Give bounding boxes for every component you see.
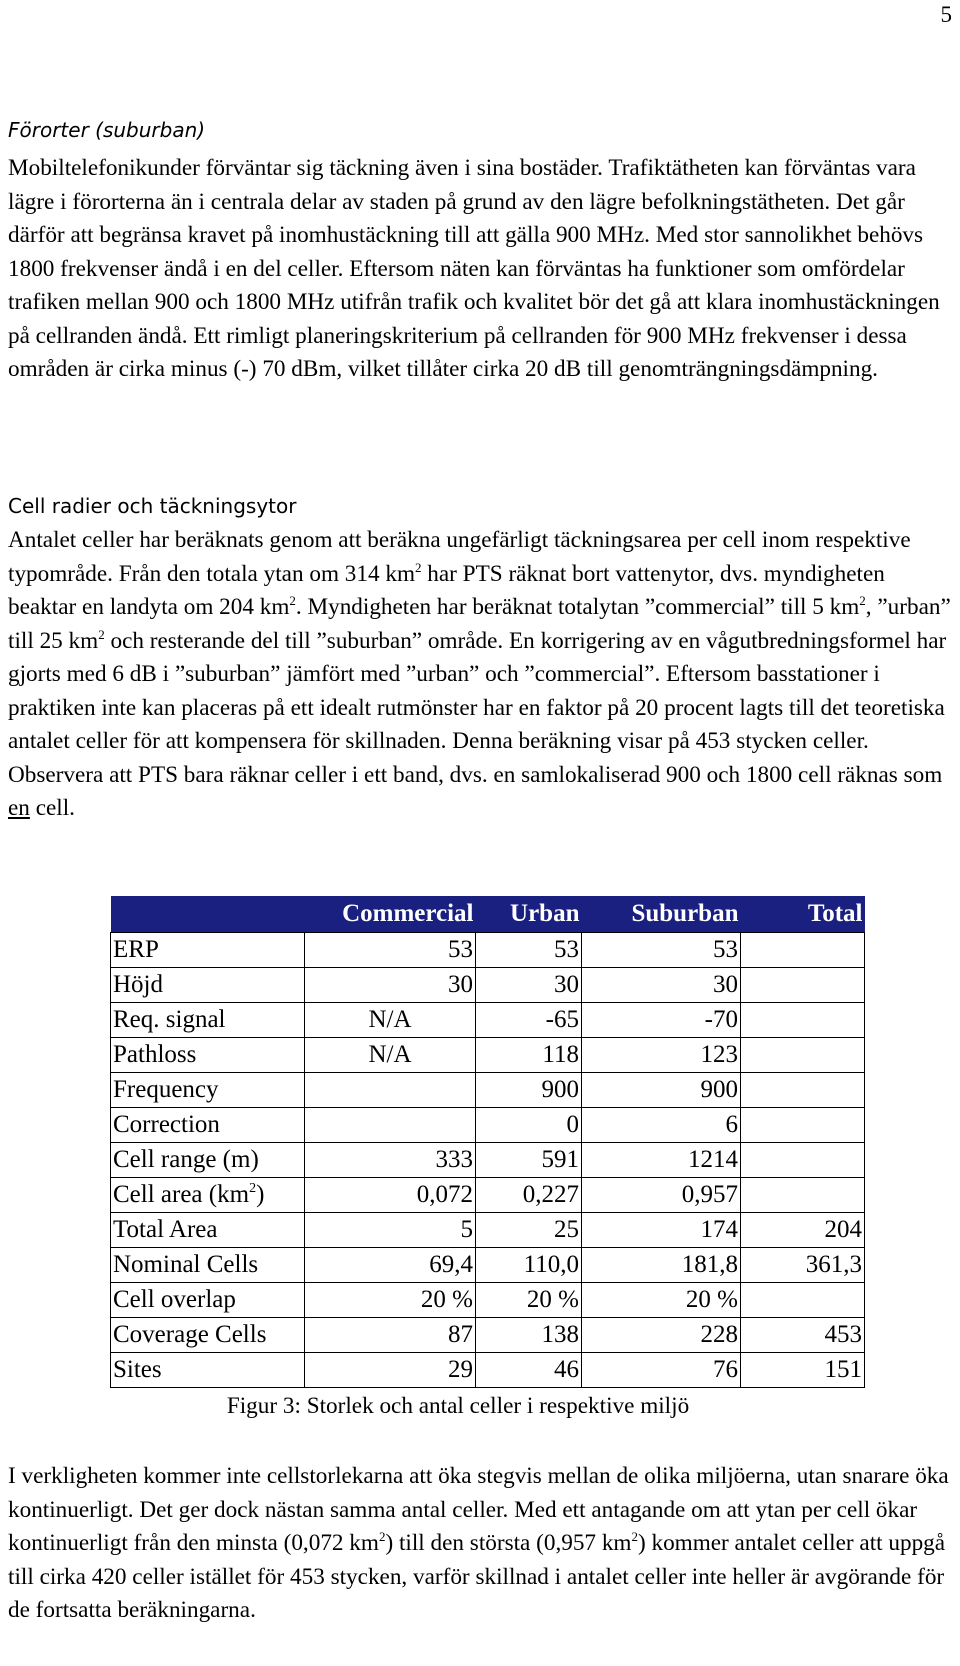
table-cell: Cell overlap — [111, 1282, 305, 1317]
table-cell: 30 — [305, 967, 476, 1002]
table-header-cell: Suburban — [582, 896, 741, 932]
table-cell: N/A — [305, 1002, 476, 1037]
section-heading-cell-radius: Cell radier och täckningsytor — [8, 494, 297, 518]
paragraph-cell-radius: Antalet celler har beräknats genom att beräkna ungefärligt täckningsarea per cell inom respektive typområde. Från den totala ytan om 314 $km^2$ har PTS räknat bort vattenytor, dvs. myndigheten beaktar en landyta om 204 $km^2$. Myndigheten har beräknat totalytan ”commercial” till 5 $km^2$, ”urban” till 25 $km^2$ och resterande del till ”suburban” område. En korrigering av en vågutbredningsformel har gjorts med 6 dB i ”suburban” jämfört med ”urban” och ”commercial”. Eftersom basstationer i praktiken inte kan placeras på ett idealt rutmönster har en faktor på 20 procent lagts till det teoretiska antalet celler för att kompensera för skillnaden. Denna beräkning visar på 453 stycken celler. Observera att PTS bara räknar celler i ett band, dvs. en samlokaliserad 900 och 1800 cell räknas som en cell. — [8, 527, 951, 821]
table-cell: Cell range (m) — [111, 1142, 305, 1177]
table-cell: -70 — [582, 1002, 741, 1037]
table-cell: 181,8 — [582, 1247, 741, 1282]
table-cell — [741, 1037, 865, 1072]
table-cell: Total Area — [111, 1212, 305, 1247]
table-cell: 204 — [741, 1212, 865, 1247]
table-cell — [741, 1282, 865, 1317]
paragraph-suburban: Mobiltelefonikunder förväntar sig täckning även i sina bostäder. Trafiktätheten kan förväntas vara lägre i förorterna än i centrala delar av staden på grund av den lägre befolkningstätheten. Det går därför att begränsa kravet på inomhustäckning till att gälla 900 MHz. Med stor sannolikhet behövs 1800 frekvenser ändå i en del celler. Eftersom näten kan förväntas ha funktioner som omfördelar trafiken mellan 900 och 1800 MHz utifrån trafik och kvalitet bör det gå att klara inomhustäckningen på cellranden ändå. Ett rimligt planeringskriterium på cellranden för 900 MHz frekvenser i dessa områden är cirka minus (-) 70 dBm, vilket tillåter cirka 20 dB till genomträngningsdämpning. — [8, 155, 940, 382]
table-header-cell: Urban — [476, 896, 582, 932]
table-cell: Sites — [111, 1352, 305, 1387]
table-row — [111, 1282, 865, 1317]
table-cell: 900 — [476, 1072, 582, 1107]
table-cell: 87 — [305, 1317, 476, 1352]
table-row — [111, 1002, 865, 1037]
table-cell: 151 — [741, 1352, 865, 1387]
table-cell: 53 — [582, 932, 741, 967]
table-row — [111, 1072, 865, 1107]
table-cell — [741, 1072, 865, 1107]
table-cell: Correction — [111, 1107, 305, 1142]
table-cell: 69,4 — [305, 1247, 476, 1282]
table-cell: Höjd — [111, 967, 305, 1002]
table-cell: 110,0 — [476, 1247, 582, 1282]
table-cell: 361,3 — [741, 1247, 865, 1282]
table-header-cell: Total — [741, 896, 865, 932]
table-cell: 20 % — [582, 1282, 741, 1317]
table-cell — [741, 1107, 865, 1142]
table-row — [111, 1037, 865, 1072]
table-cell: 25 — [476, 1212, 582, 1247]
table-cell: 0,072 — [305, 1177, 476, 1212]
table-cell: 118 — [476, 1037, 582, 1072]
table-cell: 53 — [476, 932, 582, 967]
table-cell: 0,227 — [476, 1177, 582, 1212]
table-cell: 5 — [305, 1212, 476, 1247]
table-cell: 6 — [582, 1107, 741, 1142]
table-cell — [741, 967, 865, 1002]
table-cell — [741, 1142, 865, 1177]
table-cell — [741, 932, 865, 967]
table-cell: ERP — [111, 932, 305, 967]
table-cell: 30 — [476, 967, 582, 1002]
table-row — [111, 1177, 865, 1212]
table-cell: 333 — [305, 1142, 476, 1177]
table-cell: 591 — [476, 1142, 582, 1177]
figure-caption: Figur 3: Storlek och antal celler i respektive miljö — [226, 1393, 690, 1419]
table-row — [111, 1317, 865, 1352]
table-cell: 174 — [582, 1212, 741, 1247]
table-cell — [741, 1177, 865, 1212]
table-cell: Frequency — [111, 1072, 305, 1107]
table-cell — [741, 1002, 865, 1037]
table-row — [111, 932, 865, 967]
table-cell: Req. signal — [111, 1002, 305, 1037]
table-row — [111, 1142, 865, 1177]
table-cell: 76 — [582, 1352, 741, 1387]
table-cell: 0 — [476, 1107, 582, 1142]
table-cell — [305, 1107, 476, 1142]
table-cell: 228 — [582, 1317, 741, 1352]
table-row — [111, 1352, 865, 1387]
table-header-row — [111, 896, 865, 932]
table-cell: 900 — [582, 1072, 741, 1107]
table-header-cell — [111, 896, 305, 932]
table-cell: 20 % — [305, 1282, 476, 1317]
table-cell: 20 % — [476, 1282, 582, 1317]
section-heading-suburban: Förorter (suburban) — [8, 118, 206, 142]
table-row — [111, 1212, 865, 1247]
table-header-cell: Commercial — [305, 896, 476, 932]
table-cell: Pathloss — [111, 1037, 305, 1072]
table-cell: -65 — [476, 1002, 582, 1037]
table-row — [111, 967, 865, 1002]
table-row — [111, 1107, 865, 1142]
table-cell: 0,957 — [582, 1177, 741, 1212]
table-cell: 29 — [305, 1352, 476, 1387]
table-row — [111, 1247, 865, 1282]
table-cell: 1214 — [582, 1142, 741, 1177]
table-cell: 30 — [582, 967, 741, 1002]
table-cell: 138 — [476, 1317, 582, 1352]
table-cell: Coverage Cells — [111, 1317, 305, 1352]
table-cell: 53 — [305, 932, 476, 967]
table-cell: 46 — [476, 1352, 582, 1387]
table-cell: N/A — [305, 1037, 476, 1072]
paragraph-conclusion: I verkligheten kommer inte cellstorlekarna att öka stegvis mellan de olika miljöerna, utan snarare öka kontinuerligt. Det ger dock nästan samma antal celler. Med ett antagande om att ytan per cell ökar kontinuerligt från den minsta (0,072 $km^2$) till den största (0,957 $km^2$) kommer antalet celler att uppgå till cirka 420 celler istället för 453 stycken, varför skillnad i antalet celler inte heller är avgörande för de fortsatta beräkningarna. — [8, 1463, 949, 1623]
table-cell: Nominal Cells — [111, 1247, 305, 1282]
table-cell: 453 — [741, 1317, 865, 1352]
page-number: 5 — [940, 2, 952, 27]
table-cell: Cell area $(km^2)$ — [111, 1177, 305, 1212]
table-cell: 123 — [582, 1037, 741, 1072]
cell-size-table — [110, 896, 865, 1388]
table-cell — [305, 1072, 476, 1107]
